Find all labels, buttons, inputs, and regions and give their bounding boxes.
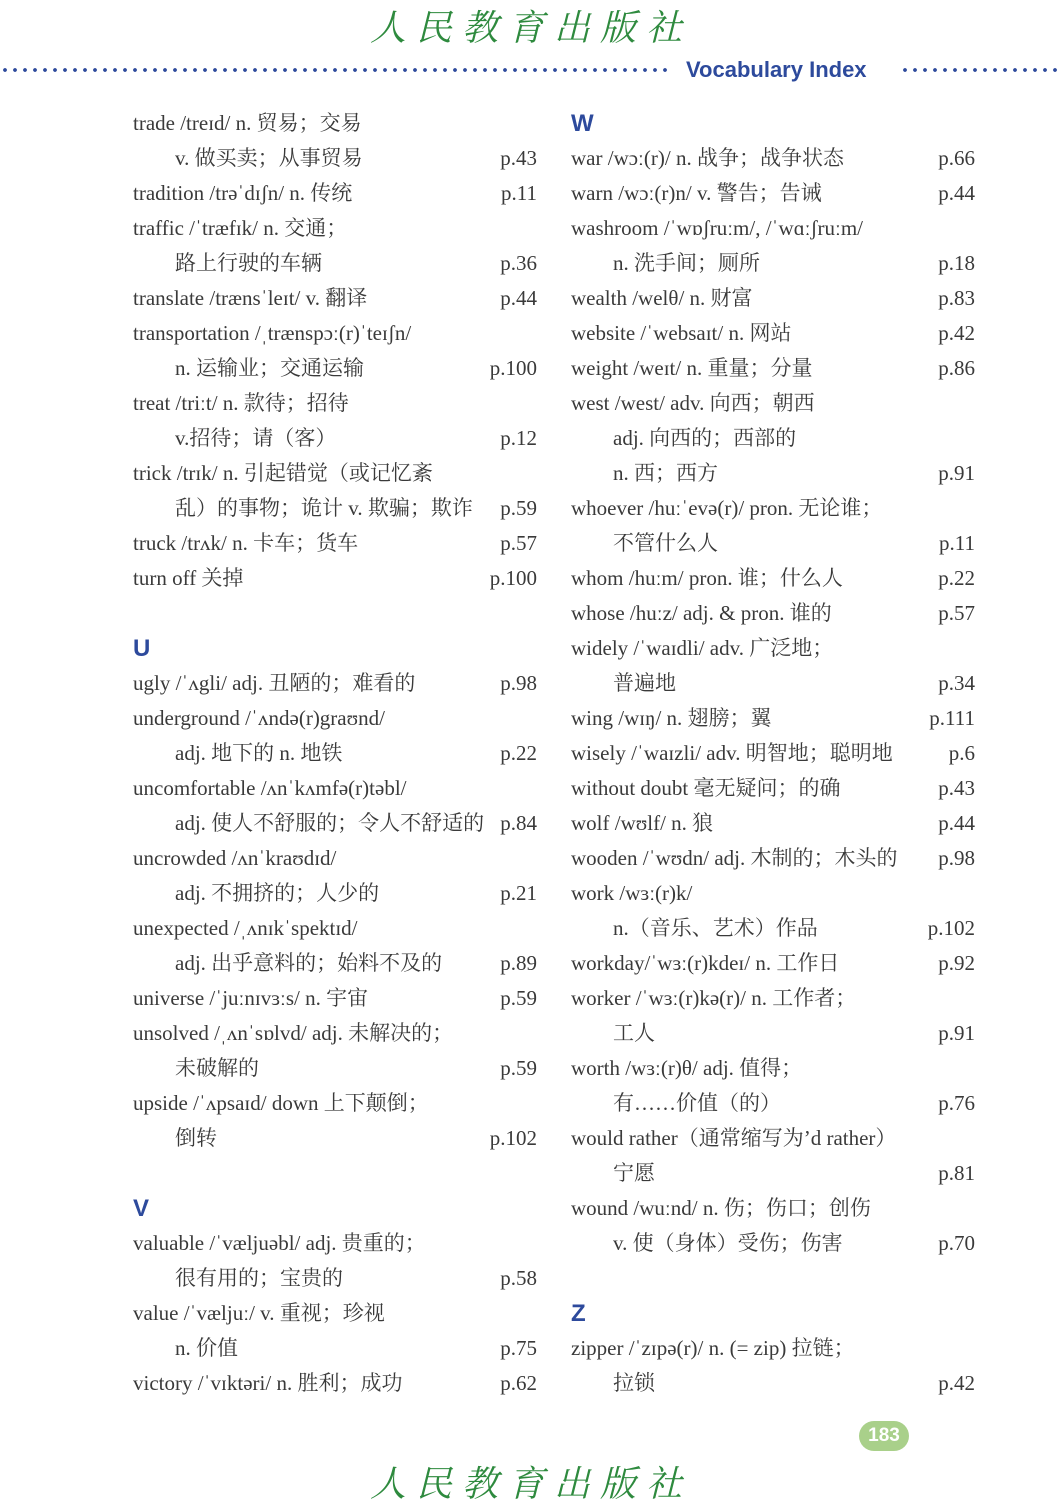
vocab-line (133, 351, 537, 386)
vocab-text: v. 使（身体）受伤；伤害 (613, 1231, 843, 1255)
vocab-line (133, 1261, 537, 1296)
vocab-text: upside /ˈʌpsaɪd/ down 上下颠倒； (133, 1091, 429, 1115)
vocab-text: v. 做买卖；从事贸易 (175, 146, 363, 170)
vocab-line (133, 876, 537, 911)
vocab-line (571, 456, 975, 491)
vocab-line (571, 526, 975, 561)
vocab-text: work /wɜː(r)k/ (571, 881, 693, 905)
page-reference: p.102 (927, 916, 975, 940)
vocab-text: valuable /ˈvæljuəbl/ adj. 贵重的； (133, 1231, 426, 1255)
page-reference: p.6 (948, 741, 975, 765)
page-reference: p.57 (500, 531, 537, 555)
index-letter-heading (133, 631, 537, 666)
page-reference: p.84 (500, 811, 537, 835)
vocab-text: 有……价值（的） (613, 1091, 781, 1115)
page-reference: p.89 (500, 951, 537, 975)
vocab-line (571, 1191, 975, 1226)
page-reference: p.100 (489, 356, 537, 380)
vocab-text: 不管什么人 (613, 531, 718, 555)
page-number-badge: 183 (859, 1421, 909, 1451)
vocab-text: n. 西；西方 (613, 461, 718, 485)
vocab-text: adj. 出乎意料的；始料不及的 (175, 951, 443, 975)
vocab-line (571, 1016, 975, 1051)
page-reference: p.75 (500, 1336, 537, 1360)
vocab-line (571, 666, 975, 701)
vocab-line (133, 211, 537, 246)
page-reference: p.44 (938, 181, 975, 205)
header-dotted-rule-left (0, 66, 672, 74)
vocab-line (133, 491, 537, 526)
vocab-text: worth /wɜː(r)θ/ adj. 值得； (571, 1056, 803, 1080)
vocab-line (571, 1086, 975, 1121)
vocab-line (133, 1051, 537, 1086)
vocab-line (133, 281, 537, 316)
vocab-text: adj. 向西的；西部的 (613, 426, 797, 450)
section-header-title: Vocabulary Index (686, 57, 867, 82)
vocab-text: website /ˈwebsaɪt/ n. 网站 (571, 321, 792, 345)
vocab-text: adj. 使人不舒服的；令人不舒适的 (175, 811, 485, 835)
vocab-line (133, 106, 537, 141)
page-reference: p.44 (938, 811, 975, 835)
page-reference: p.22 (938, 566, 975, 590)
vocab-line (571, 246, 975, 281)
spacer (133, 596, 537, 631)
vocab-text: uncrowded /ʌnˈkraʊdɪd/ (133, 846, 337, 870)
page-reference: p.76 (938, 1091, 975, 1115)
vocab-line (133, 841, 537, 876)
vocab-line (133, 981, 537, 1016)
vocab-text: 宁愿 (613, 1161, 655, 1185)
page-reference: p.59 (500, 1056, 537, 1080)
vocabulary-column-right (571, 106, 975, 1401)
vocabulary-column-left (133, 106, 537, 1401)
page-reference: p.86 (938, 356, 975, 380)
page-reference: p.92 (938, 951, 975, 975)
vocab-text: wound /wuːnd/ n. 伤；伤口；创伤 (571, 1196, 871, 1220)
vocab-text: wolf /wʊlf/ n. 狼 (571, 811, 714, 835)
page-reference: p.22 (500, 741, 537, 765)
vocab-text: ugly /ˈʌgli/ adj. 丑陋的；难看的 (133, 671, 416, 695)
page-reference: p.59 (500, 496, 537, 520)
vocab-text: without doubt 毫无疑问；的确 (571, 776, 841, 800)
vocab-line (571, 141, 975, 176)
page-reference: p.58 (500, 1266, 537, 1290)
vocab-text: workday/ˈwɜː(r)kdeɪ/ n. 工作日 (571, 951, 840, 975)
page-reference: p.12 (500, 426, 537, 450)
page-reference: p.42 (938, 321, 975, 345)
vocab-text: wing /wɪŋ/ n. 翅膀；翼 (571, 706, 772, 730)
vocab-text: trade /treɪd/ n. 贸易；交易 (133, 111, 362, 135)
vocab-line (133, 1016, 537, 1051)
vocab-text: adj. 地下的 n. 地铁 (175, 741, 343, 765)
vocab-line (133, 561, 537, 596)
vocab-text: value /ˈvæljuː/ v. 重视；珍视 (133, 1301, 385, 1325)
page-reference: p.59 (500, 986, 537, 1010)
vocab-text: n. 运输业；交通运输 (175, 356, 364, 380)
page-reference: p.98 (500, 671, 537, 695)
vocab-text: translate /trænsˈleɪt/ v. 翻译 (133, 286, 368, 310)
vocab-line (571, 351, 975, 386)
vocab-line (571, 176, 975, 211)
letter-label: U (133, 635, 151, 662)
spacer (133, 1156, 537, 1191)
vocab-line (571, 1366, 975, 1401)
vocab-text: wisely /ˈwaɪzli/ adv. 明智地；聪明地 (571, 741, 893, 765)
page-reference: p.44 (500, 286, 537, 310)
vocab-line (571, 806, 975, 841)
vocab-line (571, 561, 975, 596)
page-reference: p.81 (938, 1161, 975, 1185)
vocab-text: underground /ˈʌndə(r)graʊnd/ (133, 706, 385, 730)
vocab-text: 乱）的事物；诡计 v. 欺骗；欺诈 (175, 496, 473, 520)
page-reference: p.70 (938, 1231, 975, 1255)
vocab-text: 倒转 (175, 1126, 217, 1150)
vocab-text: warn /wɔː(r)n/ v. 警告；告诫 (571, 181, 822, 205)
letter-label: W (571, 110, 594, 137)
vocab-line (571, 841, 975, 876)
vocab-line (571, 1331, 975, 1366)
vocab-line (133, 456, 537, 491)
page-reference: p.36 (500, 251, 537, 275)
vocab-line (133, 141, 537, 176)
vocab-text: war /wɔː(r)/ n. 战争；战争状态 (571, 146, 844, 170)
vocab-text: 很有用的；宝贵的 (175, 1266, 343, 1290)
vocab-line (133, 806, 537, 841)
vocab-line (571, 1156, 975, 1191)
vocab-line (571, 211, 975, 246)
page-reference: p.18 (938, 251, 975, 275)
page-reference: p.111 (929, 706, 975, 730)
vocab-text: 未破解的 (175, 1056, 259, 1080)
page-reference: p.98 (938, 846, 975, 870)
vocab-line (571, 1121, 975, 1156)
vocab-line (133, 771, 537, 806)
page-reference: p.11 (501, 181, 537, 205)
vocab-text: unexpected /ˌʌnɪkˈspektɪd/ (133, 916, 358, 940)
page-reference: p.21 (500, 881, 537, 905)
vocab-line (133, 1121, 537, 1156)
vocab-line (133, 421, 537, 456)
vocab-line (133, 911, 537, 946)
vocab-text: v.招待；请（客） (175, 426, 337, 450)
vocab-text: worker /ˈwɜː(r)kə(r)/ n. 工作者； (571, 986, 857, 1010)
vocab-line (133, 386, 537, 421)
spacer (571, 1261, 975, 1296)
vocab-text: weight /weɪt/ n. 重量；分量 (571, 356, 813, 380)
vocab-text: washroom /ˈwɒʃruːm/, /ˈwɑːʃruːm/ (571, 216, 864, 240)
vocab-text: whom /huːm/ pron. 谁；什么人 (571, 566, 843, 590)
page-reference: p.57 (938, 601, 975, 625)
vocab-line (571, 911, 975, 946)
vocab-line (133, 1331, 537, 1366)
vocab-text: whose /huːz/ adj. & pron. 谁的 (571, 601, 832, 625)
vocab-line (133, 1366, 537, 1401)
vocab-line (571, 1226, 975, 1261)
vocab-line (571, 876, 975, 911)
vocab-text: n.（音乐、艺术）作品 (613, 916, 818, 940)
page-reference: p.11 (939, 531, 975, 555)
vocab-line (133, 1086, 537, 1121)
vocab-text: 工人 (613, 1021, 655, 1045)
vocab-line (133, 701, 537, 736)
vocab-line (133, 666, 537, 701)
vocab-text: west /west/ adv. 向西；朝西 (571, 391, 815, 415)
vocab-line (571, 946, 975, 981)
index-letter-heading (571, 106, 975, 141)
page-reference: p.83 (938, 286, 975, 310)
vocab-line (571, 771, 975, 806)
page-reference: p.102 (489, 1126, 537, 1150)
page-reference: p.43 (938, 776, 975, 800)
vocab-line (571, 701, 975, 736)
page-reference: p.62 (500, 1371, 537, 1395)
page-reference: p.91 (938, 1021, 975, 1045)
vocab-line (571, 421, 975, 456)
vocab-line (571, 631, 975, 666)
vocab-text: tradition /trəˈdɪʃn/ n. 传统 (133, 181, 353, 205)
vocab-line (133, 176, 537, 211)
vocab-text: uncomfortable /ʌnˈkʌmfə(r)təbl/ (133, 776, 407, 800)
page-reference: p.42 (938, 1371, 975, 1395)
vocab-line (133, 526, 537, 561)
vocab-text: 路上行驶的车辆 (175, 251, 322, 275)
vocab-line (571, 491, 975, 526)
vocab-text: 普遍地 (613, 671, 676, 695)
vocab-line (133, 1226, 537, 1261)
page-reference: p.91 (938, 461, 975, 485)
vocab-line (571, 736, 975, 771)
vocab-line (571, 281, 975, 316)
vocab-line (133, 1296, 537, 1331)
vocab-text: unsolved /ˌʌnˈsɒlvd/ adj. 未解决的； (133, 1021, 454, 1045)
vocab-text: victory /ˈvɪktəri/ n. 胜利；成功 (133, 1371, 403, 1395)
vocab-text: n. 价值 (175, 1336, 238, 1360)
page-reference: p.43 (500, 146, 537, 170)
vocab-text: traffic /ˈtræfɪk/ n. 交通； (133, 216, 348, 240)
page-reference: p.66 (938, 146, 975, 170)
vocab-text: transportation /ˌtrænspɔː(r)ˈteɪʃn/ (133, 321, 412, 345)
vocab-text: turn off 关掉 (133, 566, 244, 590)
vocab-text: n. 洗手间；厕所 (613, 251, 760, 275)
vocab-line (571, 596, 975, 631)
page-reference: p.100 (489, 566, 537, 590)
vocab-line (133, 946, 537, 981)
header-dotted-rule-right (900, 66, 1062, 74)
vocab-text: adj. 不拥挤的；人少的 (175, 881, 380, 905)
vocab-text: 拉锁 (613, 1371, 655, 1395)
vocab-text: whoever /huːˈevə(r)/ pron. 无论谁； (571, 496, 883, 520)
vocab-line (133, 736, 537, 771)
letter-label: Z (571, 1300, 586, 1327)
vocab-text: universe /ˈjuːnɪvɜːs/ n. 宇宙 (133, 986, 369, 1010)
vocab-line (133, 246, 537, 281)
vocab-text: trick /trɪk/ n. 引起错觉（或记忆紊 (133, 461, 433, 485)
vocab-text: wooden /ˈwʊdn/ adj. 木制的；木头的 (571, 846, 898, 870)
vocab-line (571, 386, 975, 421)
publisher-logo-top: 人民教育出版社 (369, 8, 692, 49)
index-letter-heading (571, 1296, 975, 1331)
vocab-line (571, 1051, 975, 1086)
vocab-text: treat /triːt/ n. 款待；招待 (133, 391, 349, 415)
vocab-line (571, 316, 975, 351)
vocab-line (133, 316, 537, 351)
index-letter-heading (133, 1191, 537, 1226)
vocab-text: truck /trʌk/ n. 卡车；货车 (133, 531, 359, 555)
vocab-line (571, 981, 975, 1016)
publisher-logo-bottom: 人民教育出版社 (369, 1464, 692, 1505)
vocab-text: wealth /welθ/ n. 财富 (571, 286, 753, 310)
vocab-text: zipper /ˈzɪpə(r)/ n. (= zip) 拉链； (571, 1336, 855, 1360)
page-reference: p.34 (938, 671, 975, 695)
letter-label: V (133, 1195, 150, 1222)
vocab-text: would rather（通常缩写为’d rather） (571, 1126, 897, 1150)
vocab-text: widely /ˈwaɪdli/ adv. 广泛地； (571, 636, 834, 660)
